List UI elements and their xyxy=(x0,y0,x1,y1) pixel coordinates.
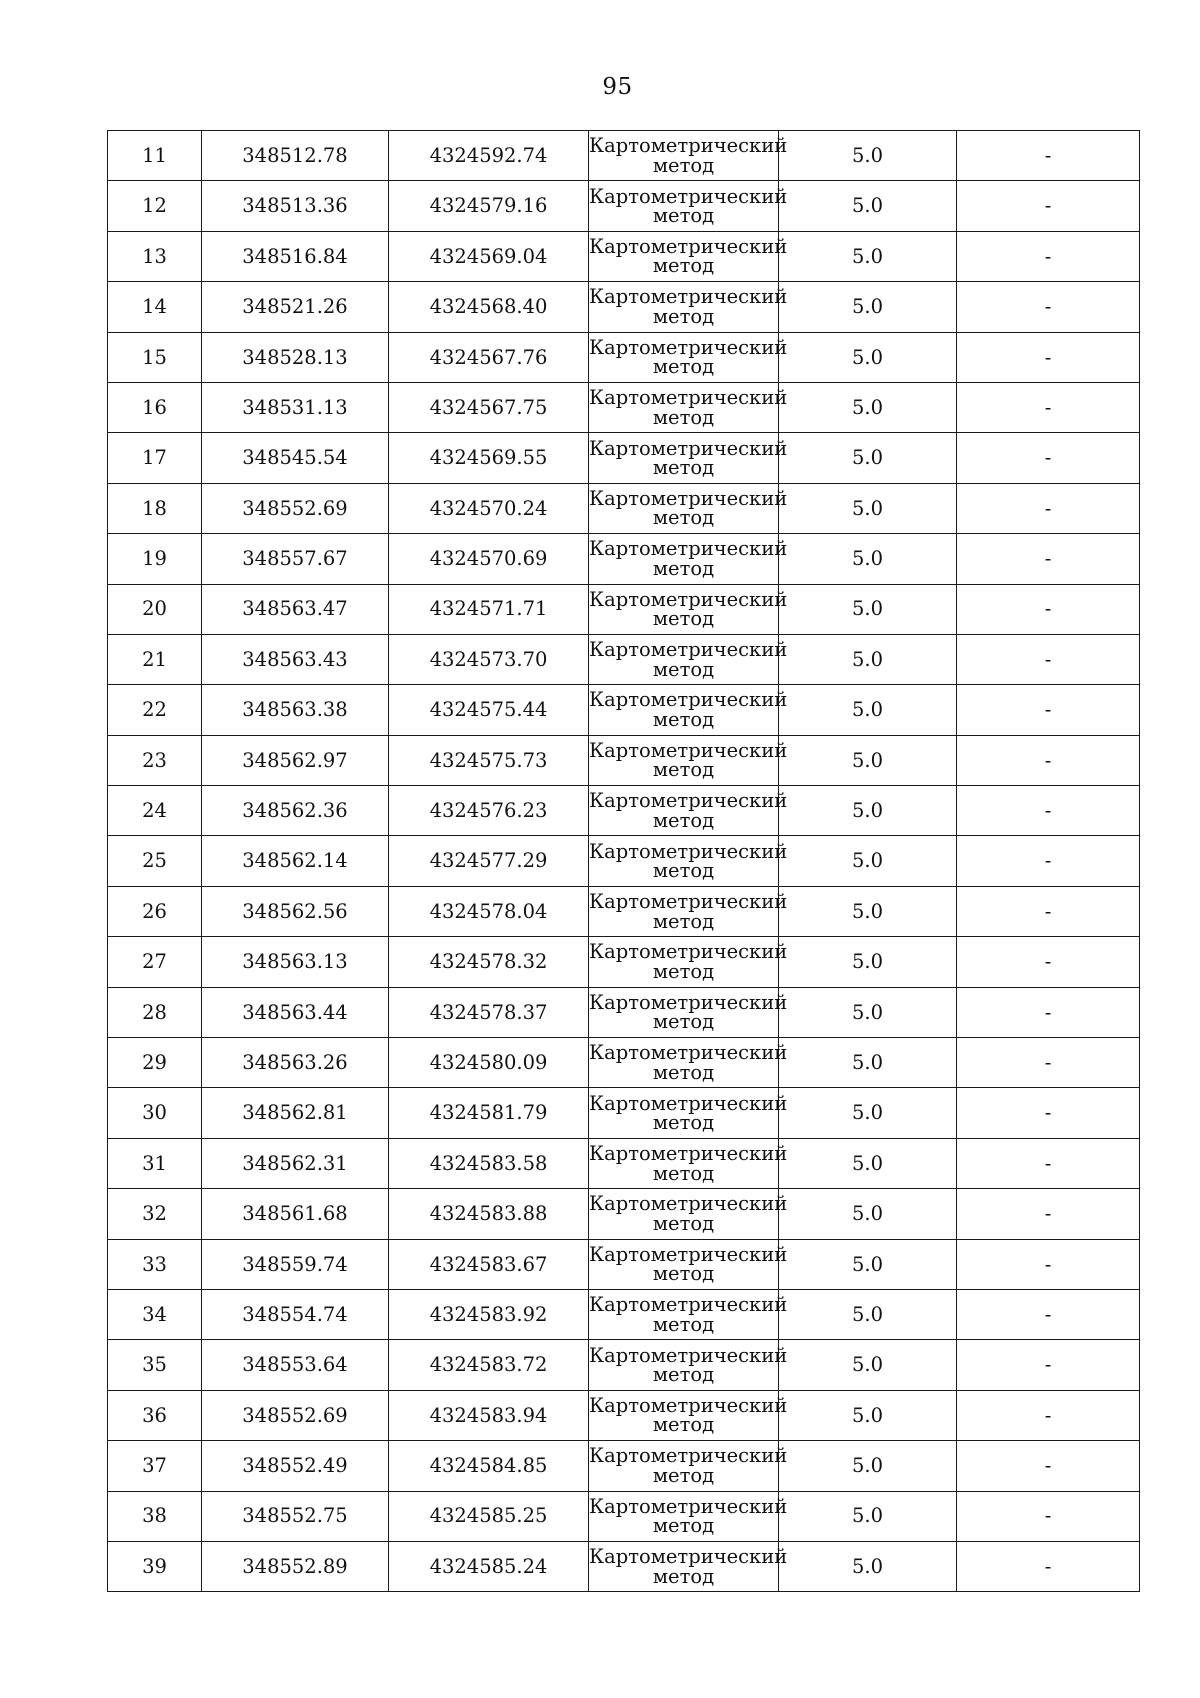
method-cell xyxy=(589,634,788,684)
table-row xyxy=(108,685,1140,735)
coordinate-x-cell: 348563.44 xyxy=(202,987,389,1037)
coordinate-x-cell: 348562.14 xyxy=(202,836,389,886)
method-label-continued: метод xyxy=(652,556,715,580)
coordinate-y-cell: 4324577.29 xyxy=(389,836,589,886)
coordinate-x-cell: 348553.64 xyxy=(202,1340,389,1390)
method-label: Картометрический xyxy=(589,839,788,863)
note-cell: - xyxy=(957,786,1140,836)
method-label: Картометрический xyxy=(589,890,788,914)
note-cell: - xyxy=(957,584,1140,634)
note-cell: - xyxy=(957,836,1140,886)
coordinate-x-cell: 348552.89 xyxy=(202,1541,389,1591)
method-label: Картометрический xyxy=(589,335,788,359)
coordinate-y-cell: 4324585.25 xyxy=(389,1491,589,1541)
coordinate-x-cell: 348562.97 xyxy=(202,735,389,785)
method-cell xyxy=(589,1491,788,1541)
point-number-cell: 31 xyxy=(108,1138,202,1188)
coordinate-x-cell: 348552.69 xyxy=(202,483,389,533)
method-label: Картометрический xyxy=(589,1041,788,1065)
method-label: Картометрический xyxy=(589,386,788,410)
accuracy-cell: 5.0 xyxy=(779,1541,957,1591)
point-number-cell: 32 xyxy=(108,1189,202,1239)
accuracy-cell: 5.0 xyxy=(779,886,957,936)
method-label: Картометрический xyxy=(589,1343,788,1367)
coordinate-y-cell: 4324584.85 xyxy=(389,1441,589,1491)
table-row xyxy=(108,1138,1140,1188)
method-cell xyxy=(589,1088,788,1138)
coordinate-x-cell: 348559.74 xyxy=(202,1239,389,1289)
accuracy-cell: 5.0 xyxy=(779,181,957,231)
table-row xyxy=(108,1189,1140,1239)
coordinate-y-cell: 4324575.44 xyxy=(389,685,589,735)
coordinate-x-cell: 348563.13 xyxy=(202,937,389,987)
accuracy-cell: 5.0 xyxy=(779,1138,957,1188)
coordinate-x-cell: 348557.67 xyxy=(202,534,389,584)
table-row xyxy=(108,483,1140,533)
point-number-cell: 25 xyxy=(108,836,202,886)
point-number-cell: 18 xyxy=(108,483,202,533)
method-cell xyxy=(589,1239,788,1289)
table-row xyxy=(108,1541,1140,1591)
method-label-continued: метод xyxy=(652,254,715,278)
method-label: Картометрический xyxy=(589,1545,788,1569)
coordinate-y-cell: 4324576.23 xyxy=(389,786,589,836)
note-cell: - xyxy=(957,483,1140,533)
table-row xyxy=(108,1340,1140,1390)
coordinate-y-cell: 4324567.75 xyxy=(389,382,589,432)
table-row xyxy=(108,735,1140,785)
note-cell: - xyxy=(957,534,1140,584)
point-number-cell: 17 xyxy=(108,433,202,483)
accuracy-cell: 5.0 xyxy=(779,382,957,432)
method-label: Картометрический xyxy=(589,990,788,1014)
point-number-cell: 11 xyxy=(108,131,202,181)
coordinate-x-cell: 348516.84 xyxy=(202,231,389,281)
note-cell: - xyxy=(957,382,1140,432)
method-cell xyxy=(589,685,788,735)
method-cell xyxy=(589,382,788,432)
table-row xyxy=(108,231,1140,281)
accuracy-cell: 5.0 xyxy=(779,534,957,584)
method-label-continued: метод xyxy=(652,607,715,631)
accuracy-cell: 5.0 xyxy=(779,685,957,735)
method-label-continued: метод xyxy=(652,1363,715,1387)
coordinate-y-cell: 4324568.40 xyxy=(389,282,589,332)
method-label-continued: метод xyxy=(652,204,715,228)
coordinate-x-cell: 348552.75 xyxy=(202,1491,389,1541)
point-number-cell: 23 xyxy=(108,735,202,785)
coordinate-x-cell: 348562.31 xyxy=(202,1138,389,1188)
table-row xyxy=(108,433,1140,483)
coordinate-x-cell: 348512.78 xyxy=(202,131,389,181)
note-cell: - xyxy=(957,1189,1140,1239)
coordinate-y-cell: 4324583.67 xyxy=(389,1239,589,1289)
method-label-continued: метод xyxy=(652,959,715,983)
note-cell: - xyxy=(957,987,1140,1037)
note-cell: - xyxy=(957,685,1140,735)
accuracy-cell: 5.0 xyxy=(779,836,957,886)
accuracy-cell: 5.0 xyxy=(779,483,957,533)
method-label-continued: метод xyxy=(652,1010,715,1034)
point-number-cell: 26 xyxy=(108,886,202,936)
method-label-continued: метод xyxy=(652,1514,715,1538)
method-label-continued: метод xyxy=(652,707,715,731)
table-row xyxy=(108,1289,1140,1339)
accuracy-cell: 5.0 xyxy=(779,1441,957,1491)
note-cell: - xyxy=(957,131,1140,181)
method-label-continued: метод xyxy=(652,456,715,480)
method-label-continued: метод xyxy=(652,1111,715,1135)
method-cell xyxy=(589,987,788,1037)
note-cell: - xyxy=(957,1239,1140,1289)
method-label: Картометрический xyxy=(589,537,788,561)
accuracy-cell: 5.0 xyxy=(779,634,957,684)
method-cell xyxy=(589,1441,788,1491)
method-label-continued: метод xyxy=(652,859,715,883)
coordinate-x-cell: 348552.49 xyxy=(202,1441,389,1491)
method-label: Картометрический xyxy=(589,1192,788,1216)
coordinate-x-cell: 348563.38 xyxy=(202,685,389,735)
method-label: Картометрический xyxy=(589,688,788,712)
method-cell xyxy=(589,735,788,785)
method-label-continued: метод xyxy=(652,355,715,379)
method-label: Картометрический xyxy=(589,486,788,510)
method-label: Картометрический xyxy=(589,587,788,611)
note-cell: - xyxy=(957,332,1140,382)
accuracy-cell: 5.0 xyxy=(779,1289,957,1339)
method-cell xyxy=(589,886,788,936)
method-cell xyxy=(589,584,788,634)
coordinate-x-cell: 348562.56 xyxy=(202,886,389,936)
method-label-continued: метод xyxy=(652,1262,715,1286)
method-cell xyxy=(589,231,788,281)
point-number-cell: 24 xyxy=(108,786,202,836)
coordinate-y-cell: 4324578.37 xyxy=(389,987,589,1037)
note-cell: - xyxy=(957,1289,1140,1339)
method-cell xyxy=(589,1390,788,1440)
method-label: Картометрический xyxy=(589,134,788,158)
accuracy-cell: 5.0 xyxy=(779,786,957,836)
coordinate-y-cell: 4324578.04 xyxy=(389,886,589,936)
note-cell: - xyxy=(957,1138,1140,1188)
coordinate-y-cell: 4324583.72 xyxy=(389,1340,589,1390)
method-label: Картометрический xyxy=(589,436,788,460)
coordinate-y-cell: 4324578.32 xyxy=(389,937,589,987)
note-cell: - xyxy=(957,282,1140,332)
point-number-cell: 38 xyxy=(108,1491,202,1541)
table-row xyxy=(108,987,1140,1037)
accuracy-cell: 5.0 xyxy=(779,1038,957,1088)
method-label-continued: метод xyxy=(652,909,715,933)
table-row xyxy=(108,131,1140,181)
coordinate-x-cell: 348563.26 xyxy=(202,1038,389,1088)
accuracy-cell: 5.0 xyxy=(779,282,957,332)
coordinate-y-cell: 4324580.09 xyxy=(389,1038,589,1088)
note-cell: - xyxy=(957,1541,1140,1591)
point-number-cell: 39 xyxy=(108,1541,202,1591)
point-number-cell: 35 xyxy=(108,1340,202,1390)
point-number-cell: 28 xyxy=(108,987,202,1037)
coordinate-x-cell: 348562.81 xyxy=(202,1088,389,1138)
coordinate-x-cell: 348513.36 xyxy=(202,181,389,231)
method-label: Картометрический xyxy=(589,1494,788,1518)
coordinate-y-cell: 4324571.71 xyxy=(389,584,589,634)
method-cell xyxy=(589,786,788,836)
method-label-continued: метод xyxy=(652,153,715,177)
note-cell: - xyxy=(957,937,1140,987)
coordinate-y-cell: 4324575.73 xyxy=(389,735,589,785)
method-label-continued: метод xyxy=(652,758,715,782)
method-label: Картометрический xyxy=(589,1293,788,1317)
accuracy-cell: 5.0 xyxy=(779,937,957,987)
method-cell xyxy=(589,1189,788,1239)
point-number-cell: 30 xyxy=(108,1088,202,1138)
method-label-continued: метод xyxy=(652,1463,715,1487)
method-cell xyxy=(589,433,788,483)
method-cell xyxy=(589,282,788,332)
method-label: Картометрический xyxy=(589,1393,788,1417)
accuracy-cell: 5.0 xyxy=(779,1189,957,1239)
note-cell: - xyxy=(957,1441,1140,1491)
method-label: Картометрический xyxy=(589,1444,788,1468)
method-cell xyxy=(589,1541,788,1591)
table-row xyxy=(108,1088,1140,1138)
method-cell xyxy=(589,181,788,231)
table-row xyxy=(108,1239,1140,1289)
point-number-cell: 19 xyxy=(108,534,202,584)
method-label-continued: метод xyxy=(652,304,715,328)
coordinate-y-cell: 4324583.58 xyxy=(389,1138,589,1188)
accuracy-cell: 5.0 xyxy=(779,987,957,1037)
table-row xyxy=(108,786,1140,836)
coordinate-x-cell: 348528.13 xyxy=(202,332,389,382)
note-cell: - xyxy=(957,634,1140,684)
accuracy-cell: 5.0 xyxy=(779,584,957,634)
coordinate-x-cell: 348562.36 xyxy=(202,786,389,836)
method-label-continued: метод xyxy=(652,808,715,832)
accuracy-cell: 5.0 xyxy=(779,1088,957,1138)
accuracy-cell: 5.0 xyxy=(779,1390,957,1440)
table-row xyxy=(108,382,1140,432)
coordinate-x-cell: 348531.13 xyxy=(202,382,389,432)
method-label-continued: метод xyxy=(652,657,715,681)
accuracy-cell: 5.0 xyxy=(779,735,957,785)
method-label: Картометрический xyxy=(589,1242,788,1266)
method-label: Картометрический xyxy=(589,1142,788,1165)
point-number-cell: 16 xyxy=(108,382,202,432)
point-number-cell: 37 xyxy=(108,1441,202,1491)
table-row xyxy=(108,332,1140,382)
table-row xyxy=(108,181,1140,231)
point-number-cell: 29 xyxy=(108,1038,202,1088)
coordinate-y-cell: 4324569.55 xyxy=(389,433,589,483)
method-label-continued: метод xyxy=(652,1413,715,1437)
point-number-cell: 15 xyxy=(108,332,202,382)
point-number-cell: 36 xyxy=(108,1390,202,1440)
method-cell xyxy=(589,131,788,181)
page-number: 95 xyxy=(602,74,633,100)
coordinate-y-cell: 4324581.79 xyxy=(389,1088,589,1138)
note-cell: - xyxy=(957,1491,1140,1541)
table-row xyxy=(108,534,1140,584)
coordinate-y-cell: 4324579.16 xyxy=(389,181,589,231)
table-row xyxy=(108,634,1140,684)
coordinate-y-cell: 4324570.69 xyxy=(389,534,589,584)
table-row xyxy=(108,282,1140,332)
coordinate-y-cell: 4324583.92 xyxy=(389,1289,589,1339)
table-row xyxy=(108,1441,1140,1491)
method-label: Картометрический xyxy=(589,285,788,309)
coordinates-table-body xyxy=(108,131,1140,1592)
method-label: Картометрический xyxy=(589,738,788,762)
coordinate-y-cell: 4324592.74 xyxy=(389,131,589,181)
accuracy-cell: 5.0 xyxy=(779,332,957,382)
accuracy-cell: 5.0 xyxy=(779,131,957,181)
point-number-cell: 14 xyxy=(108,282,202,332)
point-number-cell: 20 xyxy=(108,584,202,634)
note-cell: - xyxy=(957,1340,1140,1390)
coordinate-x-cell: 348561.68 xyxy=(202,1189,389,1239)
note-cell: - xyxy=(957,1390,1140,1440)
coordinate-y-cell: 4324570.24 xyxy=(389,483,589,533)
coordinate-y-cell: 4324585.24 xyxy=(389,1541,589,1591)
table-row xyxy=(108,584,1140,634)
method-cell xyxy=(589,1038,788,1088)
note-cell: - xyxy=(957,433,1140,483)
note-cell: - xyxy=(957,1088,1140,1138)
method-label: Картометрический xyxy=(589,940,788,964)
point-number-cell: 21 xyxy=(108,634,202,684)
coordinate-x-cell: 348554.74 xyxy=(202,1289,389,1339)
coordinate-x-cell: 348563.47 xyxy=(202,584,389,634)
coordinate-y-cell: 4324583.94 xyxy=(389,1390,589,1440)
method-cell xyxy=(589,1289,788,1339)
table-row xyxy=(108,886,1140,936)
note-cell: - xyxy=(957,1038,1140,1088)
method-label: Картометрический xyxy=(589,184,788,208)
table-row xyxy=(108,1491,1140,1541)
point-number-cell: 13 xyxy=(108,231,202,281)
method-label: Картометрический xyxy=(589,1091,788,1115)
method-cell xyxy=(589,1138,788,1188)
table-row xyxy=(108,937,1140,987)
method-label-continued: метод xyxy=(652,1060,715,1084)
method-label-continued: метод xyxy=(652,1211,715,1235)
coordinate-y-cell: 4324567.76 xyxy=(389,332,589,382)
method-label: Картометрический xyxy=(589,638,788,662)
method-cell xyxy=(589,836,788,886)
note-cell: - xyxy=(957,181,1140,231)
point-number-cell: 33 xyxy=(108,1239,202,1289)
method-label-continued: метод xyxy=(652,506,715,530)
method-cell xyxy=(589,483,788,533)
point-number-cell: 12 xyxy=(108,181,202,231)
note-cell: - xyxy=(957,231,1140,281)
note-cell: - xyxy=(957,735,1140,785)
point-number-cell: 34 xyxy=(108,1289,202,1339)
accuracy-cell: 5.0 xyxy=(779,1340,957,1390)
coordinates-table xyxy=(107,130,1140,1592)
method-label-continued: метод xyxy=(652,405,715,429)
method-label: Картометрический xyxy=(589,234,788,258)
accuracy-cell: 5.0 xyxy=(779,1239,957,1289)
method-label-continued: метод xyxy=(652,1312,715,1336)
coordinate-y-cell: 4324573.70 xyxy=(389,634,589,684)
method-label-continued: метод xyxy=(652,1161,715,1185)
table-row xyxy=(108,1390,1140,1440)
accuracy-cell: 5.0 xyxy=(779,1491,957,1541)
coordinate-x-cell: 348521.26 xyxy=(202,282,389,332)
method-cell xyxy=(589,1340,788,1390)
coordinate-y-cell: 4324569.04 xyxy=(389,231,589,281)
coordinate-x-cell: 348563.43 xyxy=(202,634,389,684)
point-number-cell: 27 xyxy=(108,937,202,987)
coordinate-y-cell: 4324583.88 xyxy=(389,1189,589,1239)
table-row xyxy=(108,1038,1140,1088)
method-cell xyxy=(589,332,788,382)
note-cell: - xyxy=(957,886,1140,936)
coordinate-x-cell: 348545.54 xyxy=(202,433,389,483)
method-label-continued: метод xyxy=(652,1564,715,1588)
method-cell xyxy=(589,937,788,987)
method-label: Картометрический xyxy=(589,789,788,813)
accuracy-cell: 5.0 xyxy=(779,433,957,483)
method-cell xyxy=(589,534,788,584)
accuracy-cell: 5.0 xyxy=(779,231,957,281)
point-number-cell: 22 xyxy=(108,685,202,735)
table-row xyxy=(108,836,1140,886)
coordinate-x-cell: 348552.69 xyxy=(202,1390,389,1440)
